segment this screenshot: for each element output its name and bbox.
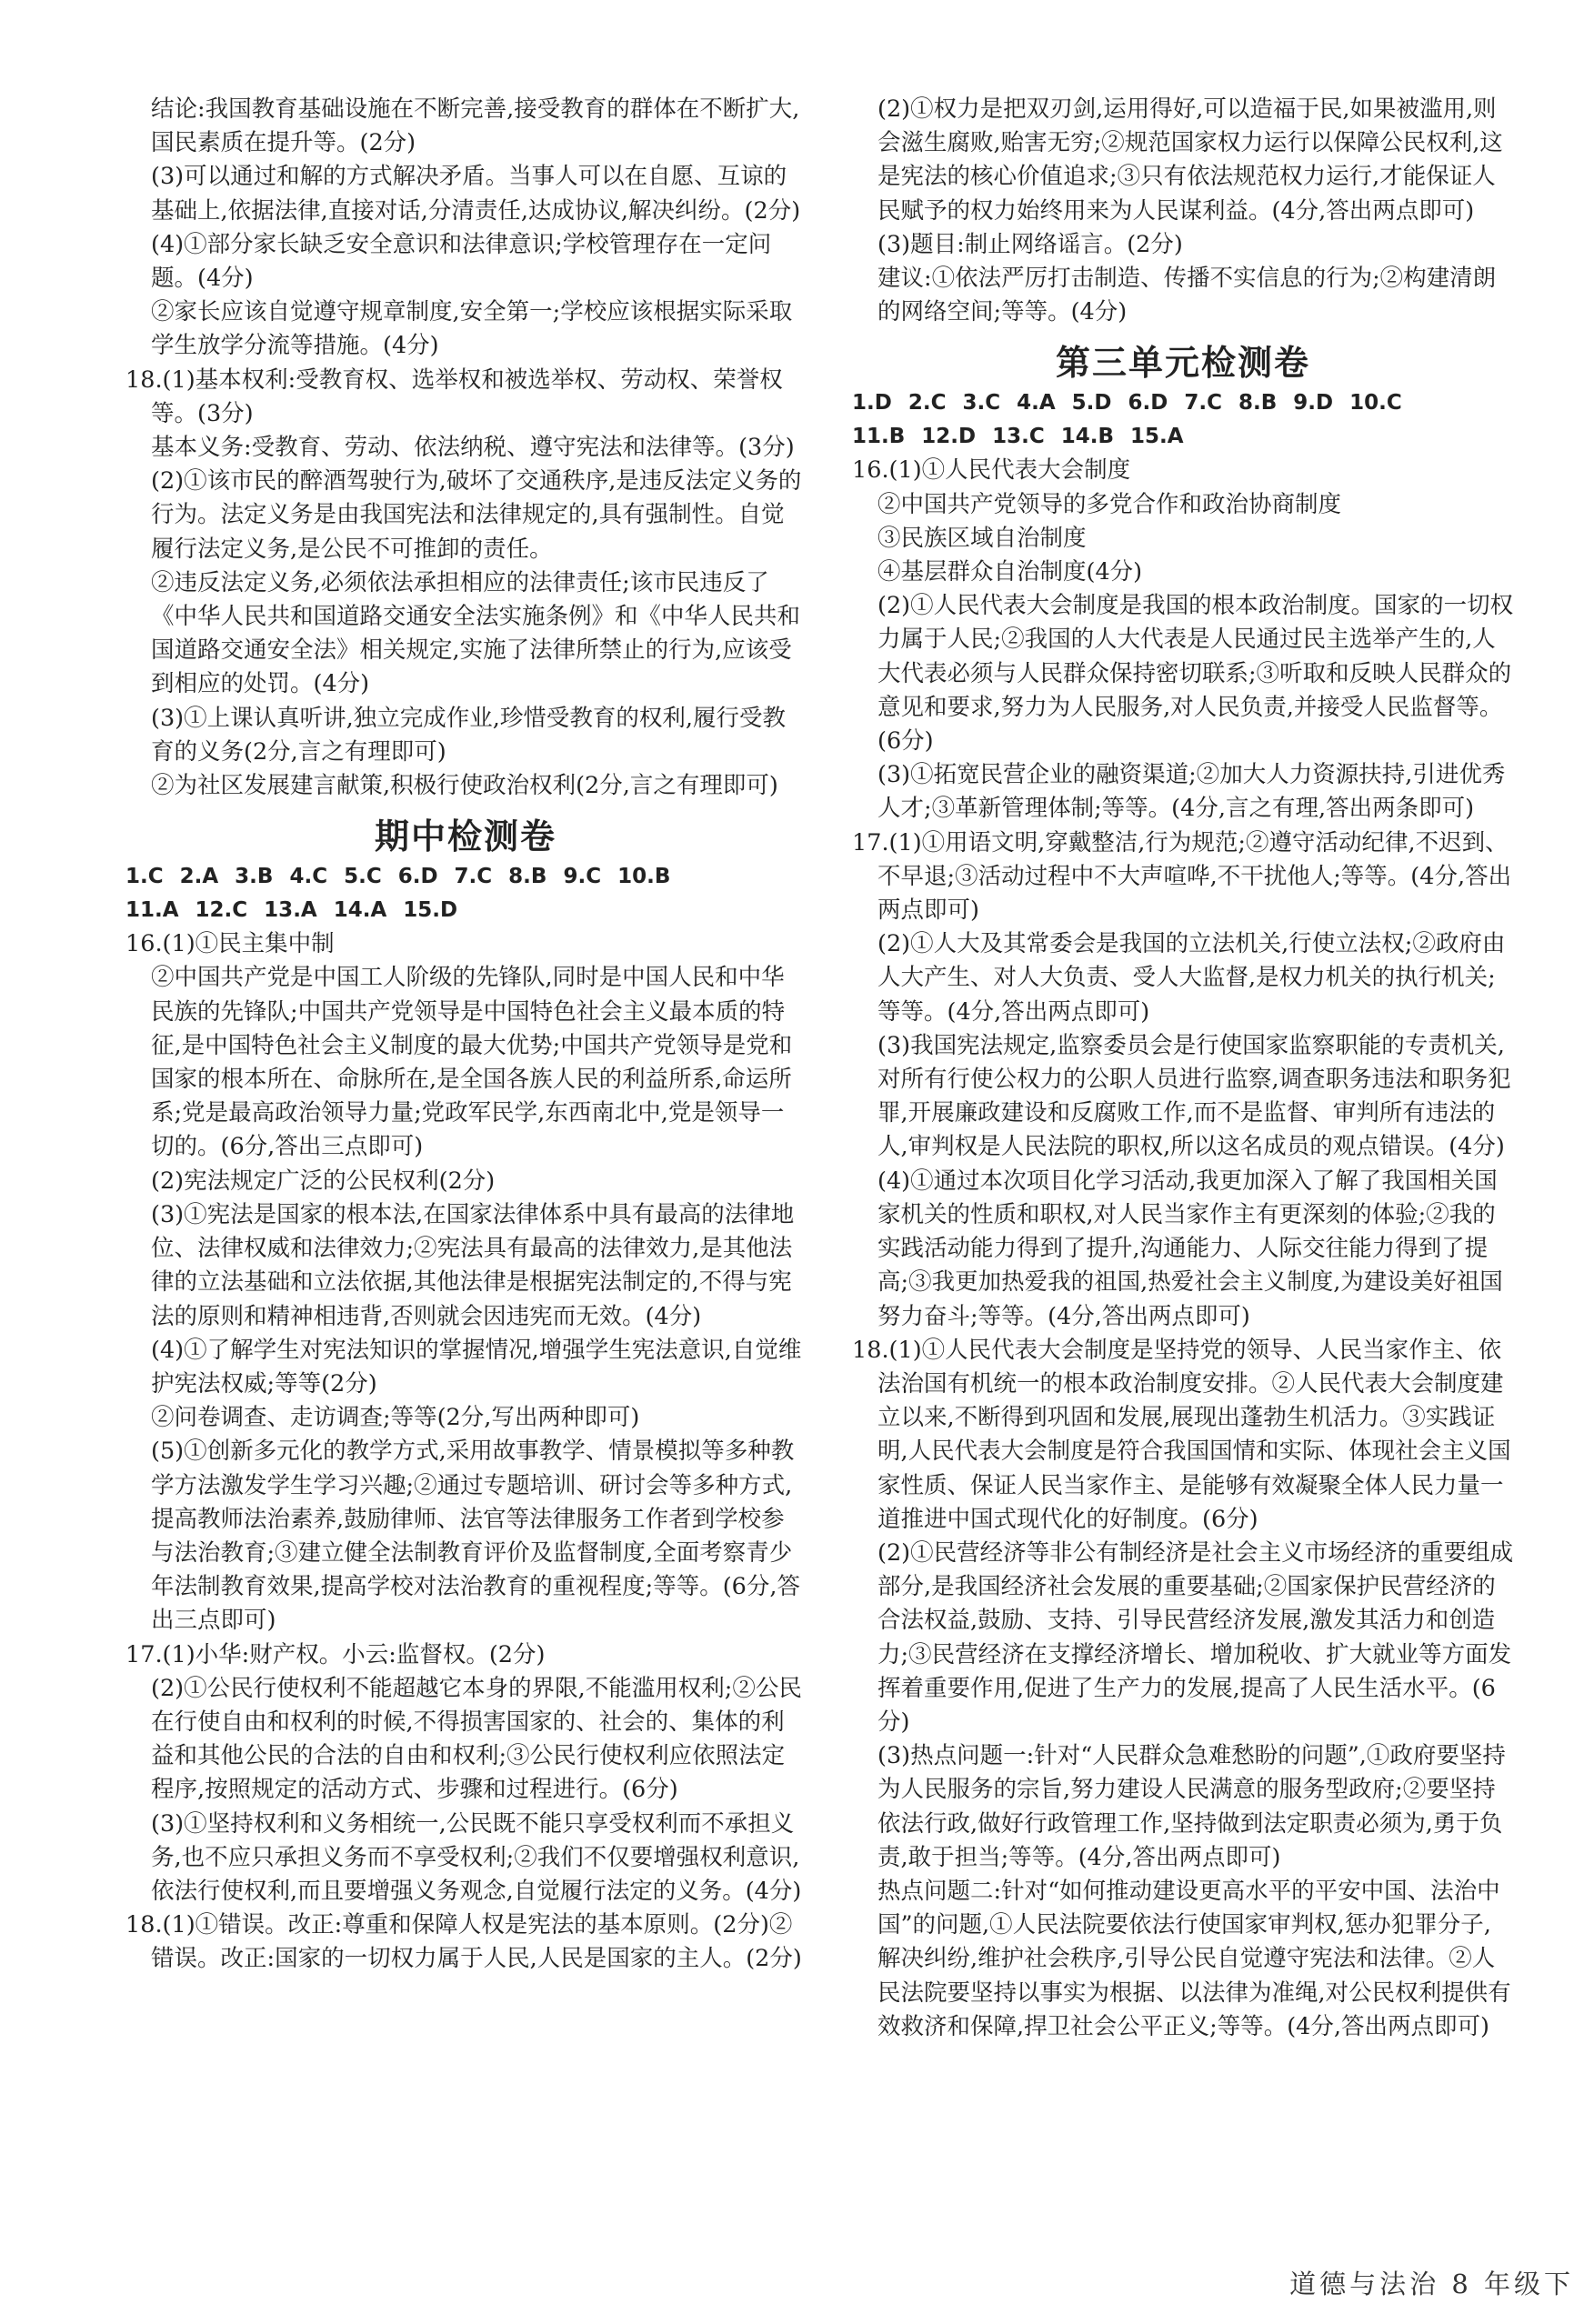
left-column — [125, 93, 806, 1977]
answer-paragraph: (2)①权力是把双刃剑,运用得好,可以造福于民,如果被滥用,则会滋生腐败,贻害无穷;②规范国家权力运行以保障公民权利,这是宪法的核心价值追求;③只有依法规范权力运行,才能保证人民赋予的权力始终用来为人民谋利益。(4分,答出两点即可) — [877, 95, 1503, 225]
page-footer: 道德与法治 8 年级下 — [1289, 2269, 1574, 2299]
answer-paragraph: ②家长应该自觉遵守规章制度,安全第一;学校应该根据实际采取学生放学分流等措施。(4分) — [151, 298, 793, 360]
answer-paragraph: ②问卷调查、走访调查;等等(2分,写出两种即可) — [151, 1404, 640, 1432]
choice-answers: 11.B 12.D 13.C 14.B 15.A — [852, 425, 1184, 449]
answer-paragraph: (5)①创新多元化的教学方式,采用故事教学、情景模拟等多种教学方法激发学生学习兴趣;②通过专题培训、研讨会等多种方式,提高教师法治素养,鼓励律师、法官等法律服务工作者到学校参与法治教育;③建立健全法制教育评价及监督制度,全面考察青少年法制教育效果,提高学校对法治教育的重视程度;等等。(6分,答出三点即可) — [151, 1437, 800, 1635]
answer-paragraph: ④基层群众自治制度(4分) — [877, 558, 1143, 586]
section-title: 第三单元检测卷 — [1055, 343, 1310, 384]
answer-paragraph: (3)①上课认真听讲,独立完成作业,珍惜受教育的权利,履行受教育的义务(2分,言之有理即可) — [151, 704, 786, 766]
choice-answers: 11.A 12.C 13.A 14.A 15.D — [125, 898, 458, 923]
answer-paragraph: (2)宪法规定广泛的公民权利(2分) — [151, 1167, 496, 1195]
answer-paragraph: (3)①宪法是国家的根本法,在国家法律体系中具有最高的法律地位、法律权威和法律效力;②宪法具有最高的法律效力,是其他法律的立法基础和立法依据,其他法律是根据宪法制定的,不得与宪法的原则和精神相违背,否则就会因违宪而无效。(4分) — [151, 1200, 795, 1330]
answer-paragraph: (2)①该市民的醉酒驾驶行为,破坏了交通秩序,是违反法定义务的行为。法定义务是由我国宪法和法律规定的,具有强制性。自觉履行法定义务,是公民不可推卸的责任。 — [151, 467, 802, 563]
answer-paragraph: (3)题目:制止网络谣言。(2分) — [877, 230, 1183, 258]
answer-paragraph: (3)热点问题一:针对“人民群众急难愁盼的问题”,①政府要坚持为人民服务的宗旨,努力建设人民满意的服务型政府;②要坚持依法行政,做好行政管理工作,坚持做到法定职责必须为,勇于负责,敢于担当;等等。(4分,答出两点即可) — [877, 1742, 1506, 1871]
answer-paragraph: ②中国共产党是中国工人阶级的先锋队,同时是中国人民和中华民族的先锋队;中国共产党领导是中国特色社会主义最本质的特征,是中国特色社会主义制度的最大优势;中国共产党领导是党和国家的根本所在、命脉所在,是全国各族人民的利益所系,命运所系;党是最高政治领导力量;党政军民学,东西南北中,党是领导一切的。(6分,答出三点即可) — [151, 964, 793, 1161]
answer-paragraph: 18.(1)①人民代表大会制度是坚持党的领导、人民当家作主、依法治国有机统一的根本政治制度安排。②人民代表大会制度建立以来,不断得到巩固和发展,展现出蓬勃生机活力。③实践证明,人民代表大会制度是符合我国国情和实际、体现社会主义国家性质、保证人民当家作主、是能够有效凝聚全体人民力量一道推进中国式现代化的好制度。(6分) — [852, 1336, 1511, 1533]
answer-paragraph: 18.(1)①错误。改正:尊重和保障人权是宪法的基本原则。(2分)②错误。改正:国家的一切权力属于人民,人民是国家的主人。(2分) — [125, 1911, 802, 1973]
answer-paragraph: 16.(1)①民主集中制 — [125, 930, 335, 958]
answer-paragraph: ②违反法定义务,必须依法承担相应的法律责任;该市民违反了《中华人民共和国道路交通安全法实施条例》和《中华人民共和国道路交通安全法》相关规定,实施了法律所禁止的行为,应该受到相应的处罚。(4分) — [151, 568, 801, 698]
answer-paragraph: (4)①通过本次项目化学习活动,我更加深入了解了我国相关国家机关的性质和职权,对人民当家作主有更深刻的体验;②我的实践活动能力得到了提升,沟通能力、人际交往能力得到了提高;③我更加热爱我的祖国,热爱社会主义制度,为建设美好祖国努力奋斗;等等。(4分,答出两点即可) — [877, 1167, 1503, 1330]
answer-paragraph: 热点问题二:针对“如何推动建设更高水平的平安中国、法治中国”的问题,①人民法院要依法行使国家审判权,惩办犯罪分子,解决纠纷,维护社会秩序,引导公民自觉遵守宪法和法律。②人民法院要坚持以事实为根据、以法律为准绳,对公民权利提供有效救济和保障,捍卫社会公平正义;等等。(4分,答出两点即可) — [877, 1877, 1511, 2040]
answer-paragraph: 结论:我国教育基础设施在不断完善,接受教育的群体在不断扩大,国民素质在提升等。(2分) — [151, 95, 800, 157]
answer-paragraph: 17.(1)①用语文明,穿戴整洁,行为规范;②遵守活动纪律,不迟到、不早退;③活动过程中不大声喧哗,不干扰他人;等等。(4分,答出两点即可) — [852, 828, 1512, 925]
answer-paragraph: (3)①拓宽民营企业的融资渠道;②加大人力资源扶持,引进优秀人才;③革新管理体制;等等。(4分,言之有理,答出两条即可) — [877, 761, 1506, 823]
answer-paragraph: 17.(1)小华:财产权。小云:监督权。(2分) — [125, 1640, 546, 1668]
answer-paragraph: (3)①坚持权利和义务相统一,公民既不能只享受权利而不承担义务,也不应只承担义务而不享受权利;②我们不仅要增强权利意识,依法行使权利,而且要增强义务观念,自觉履行法定的义务。(4分) — [151, 1809, 802, 1905]
answer-paragraph: 18.(1)基本权利:受教育权、选举权和被选举权、劳动权、荣誉权等。(3分) — [125, 366, 783, 427]
answer-paragraph: (4)①了解学生对宪法知识的掌握情况,增强学生宪法意识,自觉维护宪法权威;等等(2分) — [151, 1336, 802, 1397]
choice-answers: 1.C 2.A 3.B 4.C 5.C 6.D 7.C 8.B 9.C 10.B — [125, 865, 671, 889]
answer-paragraph: (4)①部分家长缺乏安全意识和法律意识;学校管理存在一定问题。(4分) — [151, 230, 772, 293]
answer-paragraph: (2)①公民行使权利不能超越它本身的界限,不能滥用权利;②公民在行使自由和权利的时候,不得损害国家的、社会的、集体的利益和其他公民的合法的自由和权利;③公民行使权利应依照法定程序,按照规定的活动方式、步骤和过程进行。(6分) — [151, 1674, 802, 1804]
choice-answers: 1.D 2.C 3.C 4.A 5.D 6.D 7.C 8.B 9.D 10.C — [852, 391, 1402, 416]
answer-paragraph: 16.(1)①人民代表大会制度 — [852, 456, 1131, 485]
right-column — [852, 93, 1514, 2044]
answer-paragraph: (2)①人民代表大会制度是我国的根本政治制度。国家的一切权力属于人民;②我国的人大代表是人民通过民主选举产生的,人大代表必须与人民群众保持密切联系;③听取和反映人民群众的意见和要求,努力为人民服务,对人民负责,并接受人民监督等。(6分) — [877, 592, 1514, 756]
answer-paragraph: (2)①人大及其常委会是我国的立法机关,行使立法权;②政府由人大产生、对人大负责、受人大监督,是权力机关的执行机关;等等。(4分,答出两点即可) — [877, 930, 1506, 1026]
answer-paragraph: (3)可以通过和解的方式解决矛盾。当事人可以在自愿、互谅的基础上,依据法律,直接对话,分清责任,达成协议,解决纠纷。(2分) — [151, 163, 801, 225]
answer-paragraph: ③民族区域自治制度 — [877, 524, 1087, 552]
answer-paragraph: 建议:①依法严厉打击制造、传播不实信息的行为;②构建清朗的网络空间;等等。(4分) — [877, 265, 1497, 326]
section-title: 期中检测卷 — [374, 816, 556, 857]
answer-paragraph: (3)我国宪法规定,监察委员会是行使国家监察职能的专责机关,对所有行使公权力的公职人员进行监察,调查职务违法和职务犯罪,开展廉政建设和反腐败工作,而不是监督、审判所有违法的人,审判权是人民法院的职权,所以这名成员的观点错误。(4分) — [877, 1031, 1511, 1161]
answer-paragraph: ②中国共产党领导的多党合作和政治协商制度 — [877, 490, 1342, 518]
answer-paragraph: ②为社区发展建言献策,积极行使政治权利(2分,言之有理即可) — [151, 772, 778, 800]
answer-paragraph: (2)①民营经济等非公有制经济是社会主义市场经济的重要组成部分,是我国经济社会发展的重要基础;②国家保护民营经济的合法权益,鼓励、支持、引导民营经济发展,激发其活力和创造力;③民营经济在支撑经济增长、增加税收、扩大就业等方面发挥着重要作用,促进了生产力的发展,提高了人民生活水平。(6分) — [877, 1538, 1514, 1736]
answer-paragraph: 基本义务:受教育、劳动、依法纳税、遵守宪法和法律等。(3分) — [151, 434, 795, 462]
